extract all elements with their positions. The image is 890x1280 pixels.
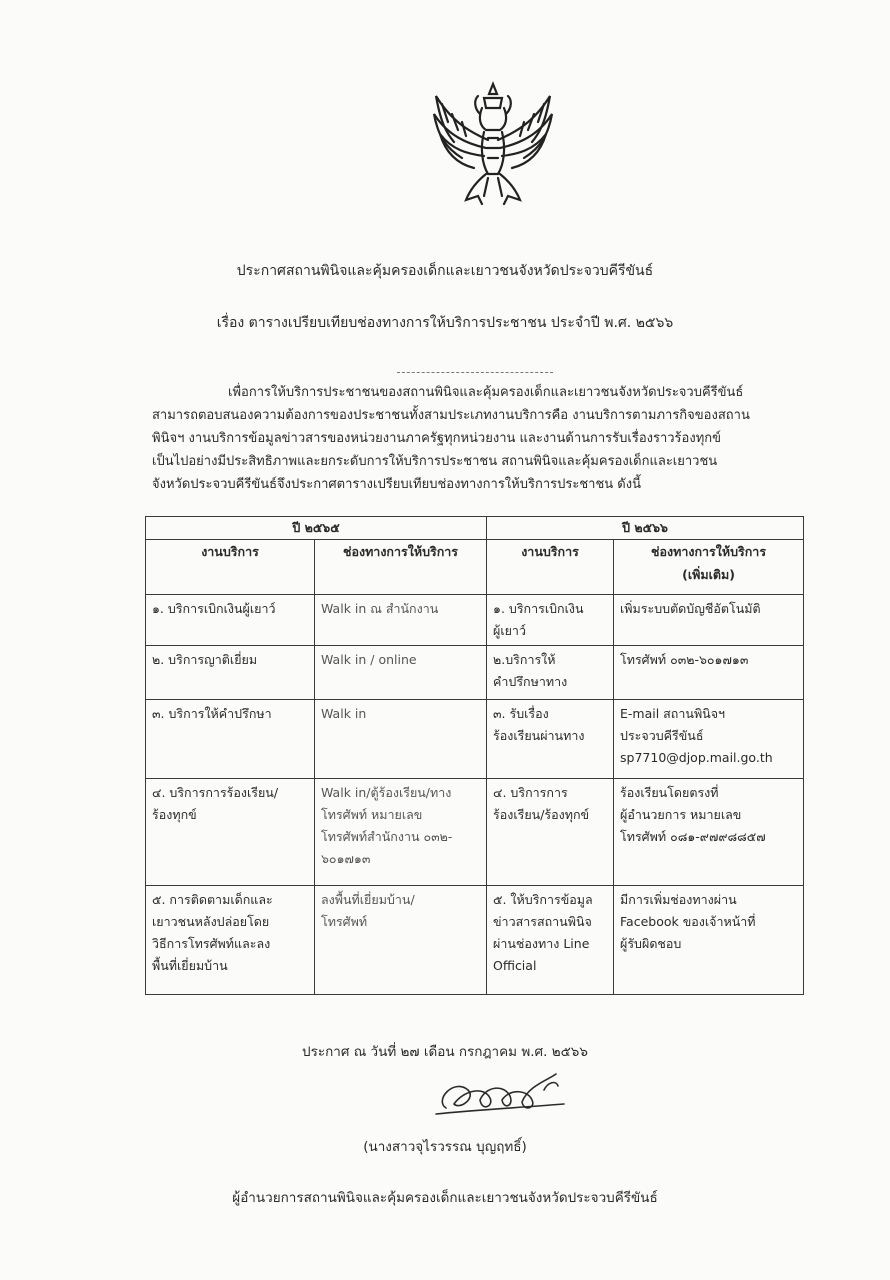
col-channel-2566	[614, 540, 804, 595]
cell-line: ๒. บริการญาติเยี่ยม	[152, 652, 258, 667]
cell-line: ประจวบคีรีขันธ์	[620, 728, 704, 743]
cell-line: พื้นที่เยี่ยมบ้าน	[152, 958, 228, 973]
col-service-2565: งานบริการ	[146, 540, 315, 595]
intro-line: จังหวัดประจวบคีรีขันธ์จึงประกาศตารางเปรียบเทียบช่องทางการให้บริการประชาชน ดังนี้	[152, 477, 641, 492]
cell-line: มีการเพิ่มช่องทางผ่าน	[620, 892, 737, 907]
comparison-table	[145, 516, 804, 995]
announcement-subject: เรื่อง ตารางเปรียบเทียบช่องทางการให้บริการประชาชน ประจำปี พ.ศ. ๒๕๖๖	[216, 315, 674, 331]
channel-2566-cell	[614, 646, 804, 700]
table-row	[146, 646, 804, 700]
cell-line: Walk in	[321, 706, 367, 721]
cell-line: ร้องเรียน/ร้องทุกข์	[493, 807, 590, 822]
cell-line: โทรศัพท์	[321, 914, 368, 929]
cell-line: Walk in / online	[321, 652, 417, 667]
channel-2566-cell	[614, 595, 804, 646]
service-2565-cell	[146, 779, 315, 886]
year-header-row	[146, 517, 804, 540]
cell-line: คำปรึกษาทาง	[493, 674, 568, 689]
service-2565-cell	[146, 646, 315, 700]
column-header-row	[146, 540, 804, 595]
table-row	[146, 886, 804, 995]
signer-name: (นางสาวจุไรวรรณ บุญฤทธิ์)	[363, 1139, 527, 1155]
service-2566-cell	[487, 700, 614, 779]
intro-line: สามารถตอบสนองความต้องการของประชาชนทั้งสามประเภทงานบริการคือ งานบริการตามภารกิจของสถาน	[152, 408, 750, 423]
cell-line: Official	[493, 958, 537, 973]
table-row	[146, 595, 804, 646]
cell-line: วิธีการโทรศัพท์และลง	[152, 936, 271, 951]
cell-line: ๑. บริการเบิกเงิน	[493, 601, 584, 616]
cell-line: ๔. บริการการ	[493, 785, 568, 800]
cell-line: ๑. บริการเบิกเงินผู้เยาว์	[152, 601, 276, 616]
cell-line: ลงพื้นที่เยี่ยมบ้าน/	[321, 892, 415, 907]
table-row	[146, 779, 804, 886]
cell-line: โทรศัพท์ ๐๓๒-๖๐๑๗๑๓	[620, 652, 749, 667]
cell-line: ผู้อำนวยการ หมายเลข	[620, 807, 742, 822]
channel-2565-cell	[315, 886, 487, 995]
cell-line: ร้องทุกข์	[152, 807, 197, 822]
table-row	[146, 700, 804, 779]
cell-line: ร้องเรียนโดยตรงที่	[620, 785, 719, 800]
col-channel-2566-line: ช่องทางการให้บริการ	[650, 544, 767, 559]
col-channel-2565: ช่องทางการให้บริการ	[315, 540, 487, 595]
col-service-2566: งานบริการ	[487, 540, 614, 595]
cell-line: ๓. บริการให้คำปรึกษา	[152, 706, 272, 721]
cell-line: โทรศัพท์สำนักงาน ๐๓๒-	[321, 829, 453, 844]
service-2565-cell	[146, 886, 315, 995]
cell-line: Facebook ของเจ้าหน้าที่	[620, 914, 756, 929]
intro-line: เป็นไปอย่างมีประสิทธิภาพและยกระดับการให้บริการประชาชน สถานพินิจและคุ้มครองเด็กและเยาวชน	[152, 454, 718, 469]
cell-line: Walk in ณ สำนักงาน	[321, 601, 439, 616]
cell-line: เพิ่มระบบตัดบัญชีอัตโนมัติ	[620, 601, 761, 616]
service-2565-cell	[146, 595, 315, 646]
channel-2566-cell	[614, 886, 804, 995]
cell-line: sp7710@djop.mail.go.th	[620, 750, 773, 765]
cell-line: ร้องเรียนผ่านทาง	[493, 728, 585, 743]
cell-line: ๒.บริการให้	[493, 652, 556, 667]
col-channel-2566-line: (เพิ่มเติม)	[682, 567, 735, 582]
cell-line: ผู้รับผิดชอบ	[620, 936, 682, 951]
cell-line: ๕. ให้บริการข้อมูล	[493, 892, 593, 907]
service-2566-cell	[487, 886, 614, 995]
intro-paragraph	[152, 381, 802, 496]
cell-line: ผ่านช่องทาง Line	[493, 936, 590, 951]
cell-line: ๖๐๑๗๑๓	[321, 851, 371, 866]
channel-2565-cell	[315, 646, 487, 700]
service-2565-cell	[146, 700, 315, 779]
cell-line: ผู้เยาว์	[493, 623, 526, 638]
channel-2565-cell	[315, 700, 487, 779]
cell-line: ๕. การติดตามเด็กและ	[152, 892, 273, 907]
intro-line: เพื่อการให้บริการประชาชนของสถานพินิจและคุ้มครองเด็กและเยาวชนจังหวัดประจวบคีรีขันธ์	[228, 385, 744, 400]
cell-line: ๔. บริการการร้องเรียน/	[152, 785, 279, 800]
intro-line: พินิจฯ งานบริการข้อมูลข่าวสารของหน่วยงานภาครัฐทุกหน่วยงาน และงานด้านการรับเรื่องราวร้องทุกข์	[152, 431, 722, 446]
channel-2565-cell	[315, 595, 487, 646]
announcement-title: ประกาศสถานพินิจและคุ้มครองเด็กและเยาวชนจังหวัดประจวบคีรีขันธ์	[236, 263, 654, 279]
cell-line: E-mail สถานพินิจฯ	[620, 706, 726, 721]
cell-line: Walk in/ตู้ร้องเรียน/ทาง	[321, 785, 452, 800]
garuda-emblem	[418, 78, 568, 210]
cell-line: เยาวชนหลังปล่อยโดย	[152, 914, 270, 929]
channel-2566-cell	[614, 700, 804, 779]
signer-position: ผู้อำนวยการสถานพินิจและคุ้มครองเด็กและเยาวชนจังหวัดประจวบคีรีขันธ์	[232, 1190, 658, 1206]
year-2565-header: ปี ๒๕๖๕	[146, 517, 487, 540]
service-2566-cell	[487, 595, 614, 646]
channel-2566-cell	[614, 779, 804, 886]
cell-line: โทรศัพท์ ๐๘๑-๙๗๙๘๘๕๗	[620, 829, 766, 844]
title-divider	[397, 372, 553, 373]
announce-date: ประกาศ ณ วันที่ ๒๗ เดือน กรกฎาคม พ.ศ. ๒๕๖๖	[302, 1044, 588, 1060]
service-2566-cell	[487, 779, 614, 886]
service-2566-cell	[487, 646, 614, 700]
year-2566-header: ปี ๒๕๖๖	[487, 517, 804, 540]
cell-line: ข่าวสารสถานพินิจ	[493, 914, 592, 929]
cell-line: ๓. รับเรื่อง	[493, 706, 549, 721]
cell-line: โทรศัพท์ หมายเลข	[321, 807, 423, 822]
channel-2565-cell	[315, 779, 487, 886]
signature-image	[424, 1060, 584, 1120]
